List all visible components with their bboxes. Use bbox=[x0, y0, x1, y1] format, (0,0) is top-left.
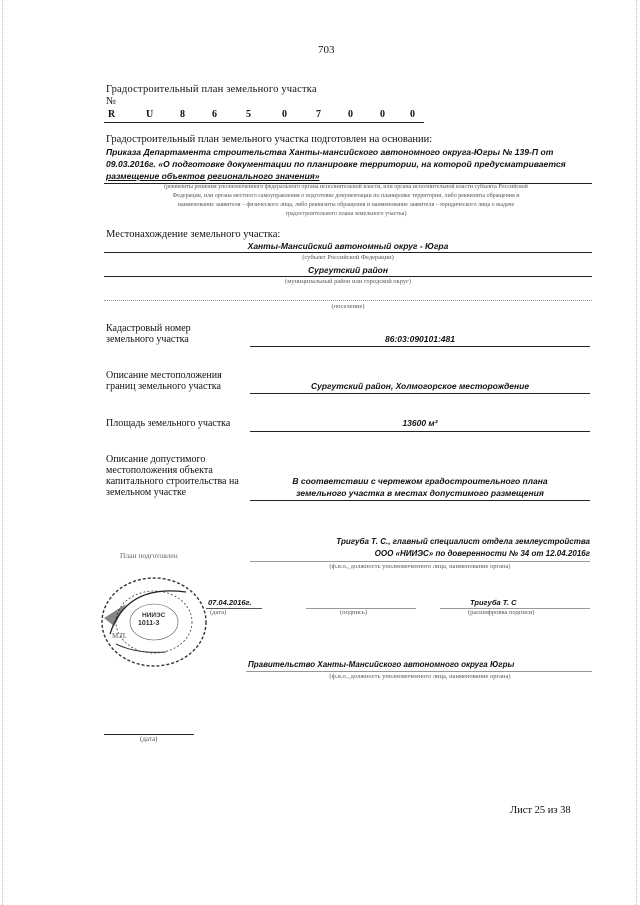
location-district-note: (муниципальный район или городской округ) bbox=[285, 278, 411, 285]
page-edge-right bbox=[636, 0, 638, 905]
placement-value-1: В соответствии с чертежом градостроительного плана bbox=[292, 476, 548, 486]
prepared-value-2: ООО «НИИЭС» по доверенности № 34 от 12.04.2016г bbox=[374, 549, 590, 558]
cadastral-underline bbox=[250, 346, 590, 347]
plan-code-char: 6 bbox=[212, 109, 217, 120]
location-region: Ханты-Мансийский автономный округ - Югра bbox=[247, 241, 449, 251]
stamp-text: НИИЭС bbox=[142, 612, 166, 619]
area-value: 13600 м² bbox=[402, 418, 438, 428]
plan-code-char: 0 bbox=[348, 109, 353, 120]
plan-code-char: 0 bbox=[410, 109, 415, 120]
date-value: 07.04.2016г. bbox=[208, 598, 252, 607]
issued-underline bbox=[246, 671, 592, 672]
location-settlement-note: (поселение) bbox=[331, 303, 365, 310]
plan-code-char: R bbox=[108, 109, 116, 120]
location-district: Сургутский район bbox=[308, 265, 388, 275]
number-sign: № bbox=[106, 96, 117, 107]
basis-line-2: 09.03.2016г. «О подготовке документации по планировке территории, на которой предусматривается bbox=[106, 159, 566, 169]
placement-value-2: земельного участка в местах допустимого размещения bbox=[296, 488, 544, 498]
basis-note-4: градостроительного плана земельного участка) bbox=[285, 211, 407, 217]
area-label: Площадь земельного участка bbox=[106, 418, 231, 429]
cadastral-label: Кадастровый номер земельного участка bbox=[106, 323, 191, 345]
plan-code-underline bbox=[104, 122, 424, 123]
basis-note-1: (реквизиты решения уполномоченного федерального органа исполнительной власти, или органа исполнительной власти субъекта Российской bbox=[164, 184, 528, 190]
signer-note: (расшифровка подписи) bbox=[468, 609, 535, 616]
document-title: Градостроительный план земельного участка bbox=[106, 84, 317, 95]
sheet-label: Лист 25 из 38 bbox=[510, 805, 571, 816]
boundary-value: Сургутский район, Холмогорское месторождение bbox=[310, 381, 530, 391]
basis-title: Градостроительный план земельного участка подготовлен на основании: bbox=[106, 134, 433, 145]
basis-note-2: Федерации, или органа местного самоуправления о подготовке документации по планировке территории, либо реквизиты обращения и bbox=[172, 193, 520, 199]
page-edge-left bbox=[2, 0, 4, 905]
prepared-underline bbox=[250, 561, 590, 562]
mp-label: М.П. bbox=[112, 632, 127, 640]
location-title: Местонахождение земельного участка: bbox=[106, 229, 281, 240]
page-number: 703 bbox=[318, 44, 335, 56]
basis-note-3: наименование заявителя – физического лица, либо реквизиты обращения и наименование заявителя – юридического лица о выдаче bbox=[177, 202, 515, 208]
plan-code-char: 7 bbox=[316, 109, 321, 120]
area-underline bbox=[250, 431, 590, 432]
basis-line-1: Приказа Департамента строительства Ханты-мансийского автономного округа-Югры № 139-П от bbox=[106, 147, 554, 157]
issued-by: Правительство Ханты-Мансийского автономного округа Югры bbox=[248, 660, 515, 669]
prepared-note: (ф.и.о., должность уполномоченного лица, наименование органа) bbox=[329, 563, 511, 570]
placement-underline bbox=[250, 500, 590, 501]
plan-code-char: 0 bbox=[282, 109, 287, 120]
bottom-date-note: (дата) bbox=[140, 735, 158, 743]
location-region-note: (субъект Российской Федерации) bbox=[302, 254, 394, 261]
prepared-label: План подготовлен bbox=[120, 551, 178, 560]
plan-code-char: 8 bbox=[180, 109, 185, 120]
location-region-underline bbox=[104, 252, 592, 253]
plan-code-char: U bbox=[146, 109, 154, 120]
plan-code-char: 0 bbox=[380, 109, 385, 120]
cadastral-value: 86:03:090101:481 bbox=[385, 334, 455, 344]
plan-code-row bbox=[104, 106, 424, 122]
boundary-underline bbox=[250, 393, 590, 394]
placement-label: Описание допустимого местоположения объекта капитального строительства на земельном участке bbox=[106, 454, 239, 498]
basis-line-3: размещение объектов регионального значения» bbox=[106, 171, 320, 181]
date-note: (дата) bbox=[210, 609, 227, 616]
issued-note: (ф.и.о., должность уполномоченного лица, наименование органа) bbox=[329, 673, 511, 680]
signature-note: (подпись) bbox=[340, 609, 367, 616]
stamp-number: 1011-3 bbox=[138, 620, 160, 627]
boundary-label: Описание местоположения границ земельного участка bbox=[106, 370, 222, 392]
location-district-underline bbox=[104, 276, 592, 277]
prepared-value-1: Тригуба Т. С., главный специалист отдела землеустройства bbox=[336, 537, 590, 546]
location-settlement-line bbox=[104, 300, 592, 301]
plan-code-char: 5 bbox=[246, 109, 251, 120]
signer-short: Тригуба Т. С bbox=[470, 598, 517, 607]
